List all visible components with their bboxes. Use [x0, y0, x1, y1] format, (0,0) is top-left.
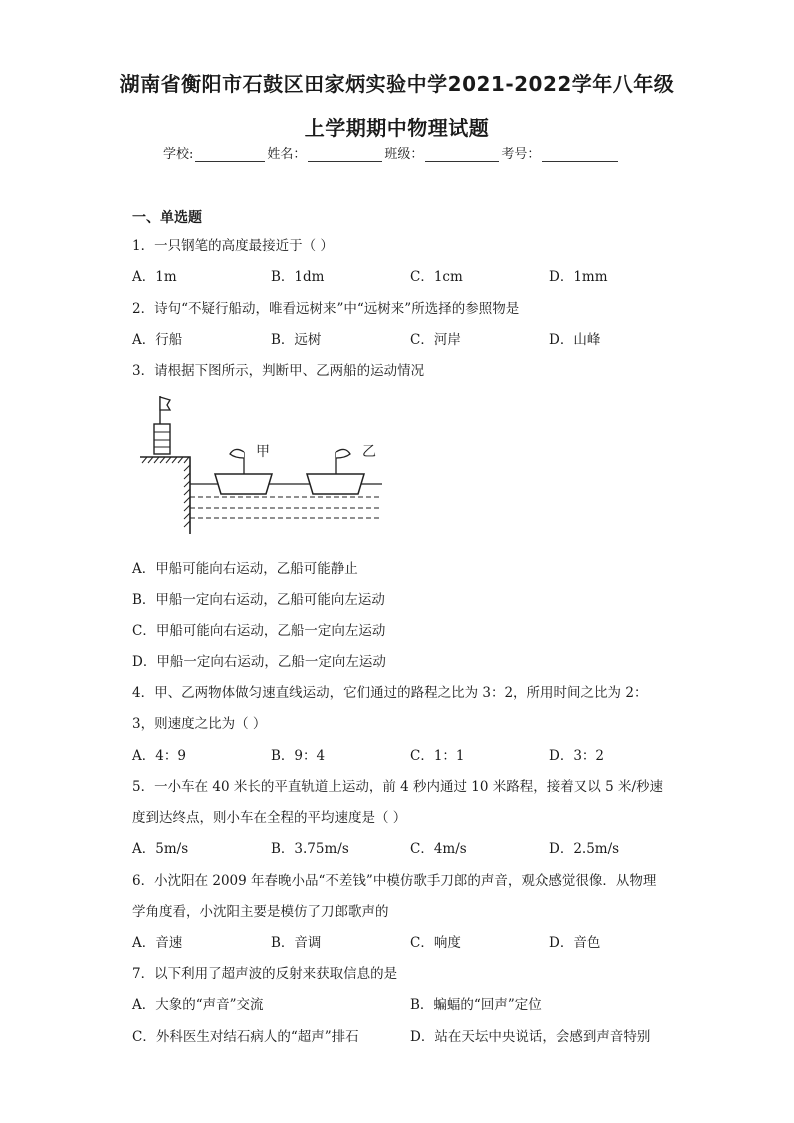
- boat-yi-label: 乙: [362, 444, 376, 460]
- q4-option-b: B．9：4: [271, 748, 326, 764]
- name-label: 姓名：: [267, 147, 307, 162]
- question-7-stem: 7．以下利用了超声波的反射来获取信息的是: [132, 966, 398, 982]
- q1-option-d: D．1mm: [549, 269, 608, 285]
- q2-option-a: A．行船: [132, 332, 183, 348]
- q1-option-b: B．1dm: [271, 269, 325, 285]
- q7-option-a: A．大象的“声音”交流: [132, 997, 264, 1013]
- q4-option-a: A．4：9: [132, 748, 186, 764]
- boat-jia: [215, 474, 272, 494]
- boats-figure: [140, 392, 390, 534]
- q6-option-c: C．响度: [410, 935, 461, 951]
- boat-yi: [307, 474, 364, 494]
- q7-option-c: C．外科医生对结石病人的“超声”排石: [132, 1029, 359, 1045]
- student-info-row: [163, 143, 620, 162]
- q1-option-c: C．1cm: [410, 269, 463, 285]
- q7-option-b: B．蝙蝠的“回声”定位: [410, 997, 542, 1013]
- document-title-line2: 上学期期中物理试题: [304, 116, 490, 140]
- q4-option-d: D．3：2: [549, 748, 605, 764]
- q3-option-b: B．甲船一定向右运动，乙船可能向左运动: [132, 592, 385, 608]
- question-3-stem: 3．请根据下图所示，判断甲、乙两船的运动情况: [132, 363, 425, 379]
- exam-no-label: 考号：: [501, 147, 541, 162]
- class-label: 班级：: [384, 147, 424, 162]
- q3-option-d: D．甲船一定向右运动，乙船一定向左运动: [132, 654, 386, 670]
- q5-option-d: D．2.5m/s: [549, 841, 620, 857]
- q6-option-d: D．音色: [549, 935, 601, 951]
- q3-option-a: A．甲船可能向右运动，乙船可能静止: [132, 561, 358, 577]
- school-label: 学校:: [163, 147, 194, 162]
- school-blank: [195, 147, 265, 162]
- q7-option-d: D．站在天坛中央说话，会感到声音特别: [410, 1029, 651, 1045]
- question-2-stem: 2．诗句“不疑行船动，唯看远树来”中“远树来”所选择的参照物是: [132, 301, 520, 317]
- q4-option-c: C．1：1: [410, 748, 465, 764]
- q6-option-a: A．音速: [132, 935, 183, 951]
- document-title-line1: 湖南省衡阳市石鼓区田家炳实验中学2021-2022学年八年级: [119, 72, 675, 96]
- q5-option-a: A．5m/s: [132, 841, 189, 857]
- question-4-stem-cont: 3，则速度之比为（ ）: [132, 716, 267, 732]
- tower-flag: [160, 397, 170, 410]
- name-blank: [308, 147, 382, 162]
- question-4-stem: 4．甲、乙两物体做匀速直线运动，它们通过的路程之比为 3：2，所用时间之比为 2：: [132, 685, 648, 701]
- q1-option-a: A．1m: [132, 269, 177, 285]
- question-6-stem: 6．小沈阳在 2009 年春晚小品“不差钱”中模仿歌手刀郎的声音，观众感觉很像．从物理: [132, 873, 657, 889]
- section-heading: 一、单选题: [132, 210, 202, 226]
- boat-jia-label: 甲: [256, 444, 270, 460]
- q2-option-d: D．山峰: [549, 332, 601, 348]
- q3-option-c: C．甲船可能向右运动，乙船一定向左运动: [132, 623, 386, 639]
- river-bank: [140, 457, 190, 534]
- class-blank: [425, 147, 499, 162]
- question-5-stem-cont: 度到达终点，则小车在全程的平均速度是（ ）: [132, 810, 407, 826]
- q6-option-b: B．音调: [271, 935, 322, 951]
- tower: [154, 424, 170, 454]
- boat-yi-flag: [336, 449, 350, 458]
- question-6-stem-cont: 学角度看，小沈阳主要是模仿了刀郎歌声的: [132, 904, 389, 920]
- bank-hatching: [142, 457, 190, 527]
- boat-jia-flag: [230, 449, 244, 458]
- q5-option-c: C．4m/s: [410, 841, 467, 857]
- q5-option-b: B．3.75m/s: [271, 841, 349, 857]
- exam-no-blank: [542, 147, 618, 162]
- q2-option-b: B．远树: [271, 332, 322, 348]
- question-1-stem: 1．一只钢笔的高度最接近于（ ）: [132, 238, 334, 254]
- question-5-stem: 5．一小车在 40 米长的平直轨道上运动，前 4 秒内通过 10 米路程，接着又以 5 米/秒速: [132, 779, 664, 795]
- q2-option-c: C．河岸: [410, 332, 461, 348]
